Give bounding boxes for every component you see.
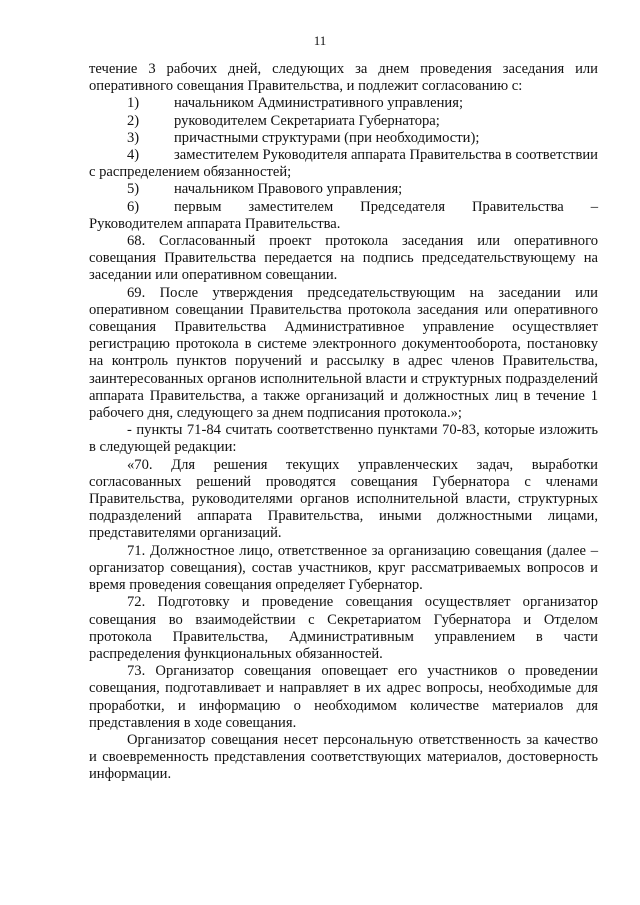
list-text: начальником Административного управления; — [174, 95, 463, 112]
list-item-wrapped — [89, 147, 598, 181]
paragraph-72: 72. Подготовку и проведение совещания осуществляет организатор совещания во взаимодействии с Секретариатом Губернатора и Отделом протокола Правительства, Административным управлением в части распределения функциональных обязанностей. — [89, 594, 598, 662]
list-item — [89, 113, 598, 130]
paragraph-responsibility: Организатор совещания несет персональную ответственность за качество и своевременность представления соответствующих материалов, достоверность информации. — [89, 731, 598, 783]
document-body — [89, 61, 598, 784]
list-text: руководителем Секретариата Губернатора; — [174, 112, 440, 129]
list-item-wrapped — [89, 199, 598, 233]
list-number: 3) — [127, 129, 140, 146]
list-item — [89, 130, 598, 147]
list-number: 2) — [127, 112, 140, 129]
paragraph-69: 69. После утверждения председательствующим на заседании или оперативном совещании Правительства протокола заседания или оперативного совещания Правительства Административное управление осуществляет регистрацию протокола в системе электронного документооборота, постановку на контроль пунктов поручений и рассылку в адрес членов Правительства, заинтересованных органов исполнительной власти и структурных подразделений аппарата Правительства, а также организаций и должностных лиц в течение 1 рабочего дня, следующего за днем подписания протокола.»; — [89, 284, 598, 422]
paragraph-73: 73. Организатор совещания оповещает его участников о проведении совещания, подготавливает и направляет в их адрес вопросы, необходимые для проработки, и информацию о необходимом количестве материалов для представления в ходе совещания. — [89, 663, 598, 731]
page-number: 11 — [313, 33, 327, 48]
list-number: 5) — [127, 181, 140, 198]
paragraph-renumber: - пункты 71-84 считать соответственно пунктами 70-83, которые изложить в следующей редакции: — [89, 422, 598, 456]
paragraph-68: 68. Согласованный проект протокола заседания или оперативного совещания Правительства передается на подпись председательствующему на заседании или оперативном совещании. — [89, 233, 598, 284]
paragraph-70: «70. Для решения текущих управленческих задач, выработки согласованных решений проводятся совещания Губернатора с членами Правительства, руководителями органов исполнительной власти, структурных подразделений аппарата Правительства, иными должностными лицами, представителями организаций. — [89, 456, 598, 542]
list-item — [89, 95, 598, 112]
list-item — [89, 181, 598, 198]
list-number: 4) — [127, 147, 140, 164]
list-text: причастными структурами (при необходимости); — [174, 129, 480, 146]
paragraph-intro: течение 3 рабочих дней, следующих за днем проведения заседания или оперативного совещания Правительства, и подлежит согласованию с: — [89, 61, 598, 95]
list-text: начальником Правового управления; — [174, 181, 403, 198]
list-text: заместителем Руководителя аппарата Правительства в соответствии с распределением обязанностей; — [89, 147, 598, 181]
list-number: 6) — [127, 198, 140, 215]
paragraph-71: 71. Должностное лицо, ответственное за организацию совещания (далее – организатор совещания), состав участников, круг рассматриваемых вопросов и время проведения совещания определяет Губернатор. — [89, 542, 598, 594]
list-text: первым заместителем Председателя Правительства – Руководителем аппарата Правительства. — [89, 198, 598, 232]
list-number: 1) — [127, 95, 140, 112]
